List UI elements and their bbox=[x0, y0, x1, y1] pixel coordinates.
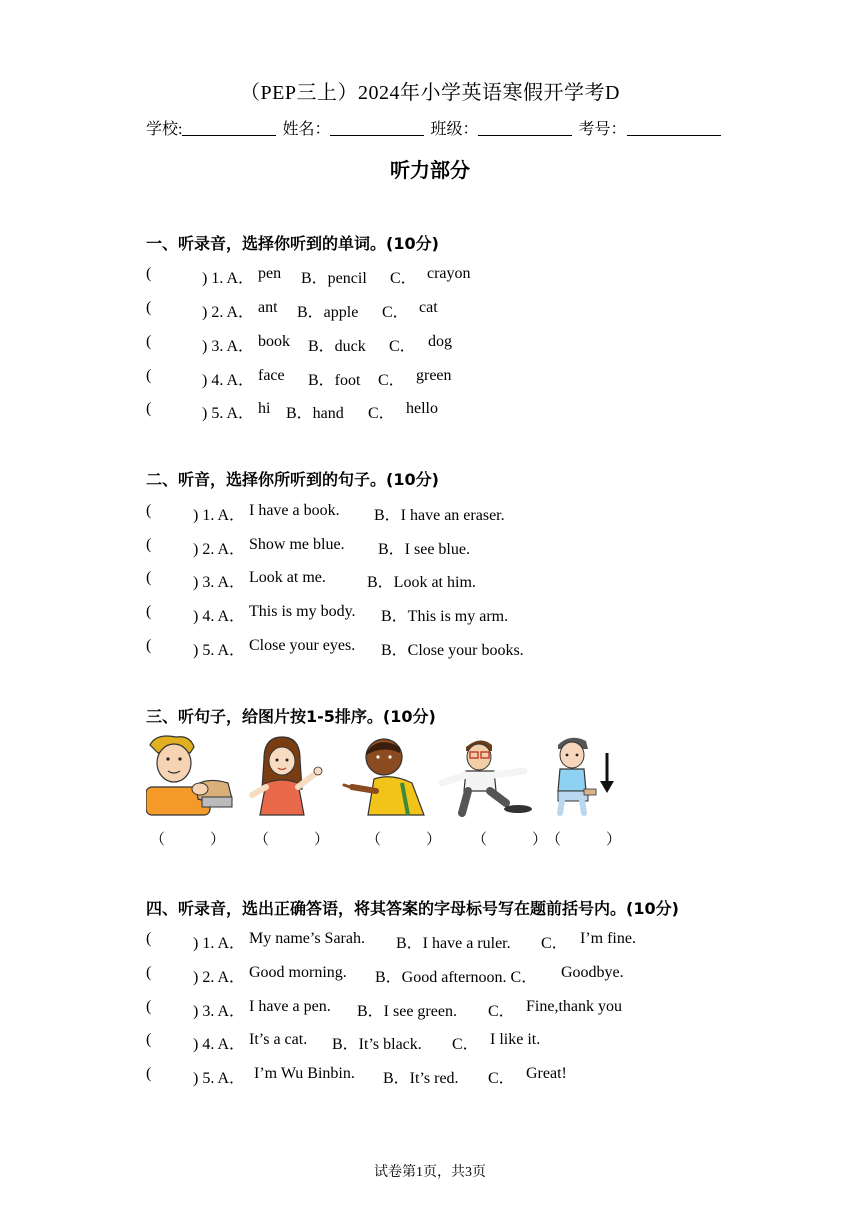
name-label: 姓名： bbox=[282, 121, 331, 138]
picture-order-paren-4[interactable]: （ ） bbox=[472, 832, 548, 848]
picture-strip bbox=[146, 733, 626, 817]
option-b: B．I see green. bbox=[357, 1003, 457, 1020]
question-number: ) 3. A． bbox=[193, 1003, 246, 1020]
option-a: Look at me. bbox=[249, 569, 326, 586]
question-number: ) 3. A． bbox=[193, 574, 246, 591]
option-c: green bbox=[416, 367, 452, 384]
answer-paren[interactable]: ( bbox=[146, 603, 152, 620]
option-b: B．I have an eraser. bbox=[374, 507, 505, 524]
question-number: ) 1. A． bbox=[202, 270, 255, 287]
question-number: ) 5. A． bbox=[193, 1070, 246, 1087]
option-c: Goodbye. bbox=[561, 964, 624, 981]
option-a: Close your eyes. bbox=[249, 637, 356, 654]
option-b: B．It’s black. bbox=[332, 1036, 422, 1053]
class-field[interactable] bbox=[478, 121, 572, 136]
school-label: 学校: bbox=[146, 121, 183, 138]
section-subtitle: 听力部分 bbox=[390, 158, 470, 182]
page-footer: 试卷第1页，共3页 bbox=[374, 1165, 486, 1180]
section2-heading: 二、听音，选择你所听到的句子。(10分) bbox=[146, 470, 439, 489]
answer-paren[interactable]: ( bbox=[146, 536, 152, 553]
option-c: I’m fine. bbox=[580, 930, 636, 947]
option-c: crayon bbox=[427, 265, 471, 282]
option-c-label: C． bbox=[452, 1036, 479, 1053]
option-a: This is my body. bbox=[249, 603, 356, 620]
boy-sitting-down-picture bbox=[558, 738, 614, 813]
school-field[interactable] bbox=[182, 121, 276, 136]
option-b: B．Close your books. bbox=[381, 642, 524, 659]
option-b: B．pencil bbox=[301, 270, 367, 287]
question-number: ) 1. A． bbox=[193, 507, 246, 524]
option-b: B．apple bbox=[297, 304, 359, 321]
question-number: ) 1. A． bbox=[193, 935, 246, 952]
girl-waving-picture bbox=[252, 737, 322, 815]
option-b: B．foot bbox=[308, 372, 361, 389]
picture-order-paren-3[interactable]: （ ） bbox=[366, 832, 442, 848]
answer-paren[interactable]: ( bbox=[146, 299, 152, 316]
option-a: It’s a cat. bbox=[249, 1031, 308, 1048]
option-b: B．hand bbox=[286, 405, 344, 422]
option-b: B．Good afternoon. C． bbox=[375, 969, 538, 986]
option-c-label: C． bbox=[541, 935, 568, 952]
option-a: I’m Wu Binbin. bbox=[254, 1065, 355, 1082]
option-c: Great! bbox=[526, 1065, 567, 1082]
number-label: 考号： bbox=[578, 121, 627, 138]
boy-eating-bread-picture bbox=[146, 736, 232, 815]
option-b: B．duck bbox=[308, 338, 366, 355]
option-a: I have a pen. bbox=[249, 998, 331, 1015]
option-c-label: C． bbox=[488, 1070, 515, 1087]
class-label: 班级： bbox=[430, 121, 479, 138]
option-a: Show me blue. bbox=[249, 536, 345, 553]
option-a: hi bbox=[258, 400, 271, 417]
option-a: pen bbox=[258, 265, 282, 282]
option-b: B．This is my arm. bbox=[381, 608, 509, 625]
question-number: ) 2. A． bbox=[193, 541, 246, 558]
option-c: dog bbox=[428, 333, 452, 350]
question-number: ) 4. A． bbox=[202, 372, 255, 389]
question-number: ) 5. A． bbox=[202, 405, 255, 422]
option-a: book bbox=[258, 333, 290, 350]
option-a: My name’s Sarah. bbox=[249, 930, 365, 947]
question-number: ) 4. A． bbox=[193, 1036, 246, 1053]
option-a: ant bbox=[258, 299, 278, 316]
section1-heading: 一、听录音，选择你听到的单词。(10分) bbox=[146, 234, 439, 253]
answer-paren[interactable]: ( bbox=[146, 998, 152, 1015]
question-number: ) 3. A． bbox=[202, 338, 255, 355]
option-b: B．I see blue. bbox=[378, 541, 470, 558]
option-c-label: C． bbox=[382, 304, 409, 321]
picture-order-paren-1[interactable]: （ ） bbox=[150, 832, 226, 848]
question-number: ) 4. A． bbox=[193, 608, 246, 625]
student-info-line bbox=[146, 116, 723, 139]
option-c: Fine,thank you bbox=[526, 998, 622, 1015]
picture-order-paren-5[interactable]: （ ） bbox=[546, 832, 622, 848]
option-c-label: C． bbox=[368, 405, 395, 422]
picture-order-paren-2[interactable]: （ ） bbox=[254, 832, 330, 848]
option-c: hello bbox=[406, 400, 438, 417]
page-title: （PEP三上）2024年小学英语寒假开学考D bbox=[240, 82, 620, 104]
answer-paren[interactable]: ( bbox=[146, 964, 152, 981]
section4-heading: 四、听录音，选出正确答语，将其答案的字母标号写在题前括号内。(10分) bbox=[146, 899, 679, 918]
answer-paren[interactable]: ( bbox=[146, 367, 152, 384]
question-number: ) 2. A． bbox=[202, 304, 255, 321]
answer-paren[interactable]: ( bbox=[146, 1031, 152, 1048]
answer-paren[interactable]: ( bbox=[146, 265, 152, 282]
answer-paren[interactable]: ( bbox=[146, 502, 152, 519]
option-c-label: C． bbox=[390, 270, 417, 287]
answer-paren[interactable]: ( bbox=[146, 400, 152, 417]
option-a: face bbox=[258, 367, 285, 384]
option-a: Good morning. bbox=[249, 964, 347, 981]
section3-heading: 三、听句子，给图片按1-5排序。(10分) bbox=[146, 707, 436, 726]
boy-pointing-picture bbox=[344, 739, 424, 815]
option-b: B．I have a ruler. bbox=[396, 935, 511, 952]
answer-paren[interactable]: ( bbox=[146, 637, 152, 654]
answer-paren[interactable]: ( bbox=[146, 569, 152, 586]
option-a: I have a book. bbox=[249, 502, 340, 519]
name-field[interactable] bbox=[330, 121, 424, 136]
option-c: I like it. bbox=[490, 1031, 541, 1048]
man-stepping-picture bbox=[442, 740, 532, 813]
option-c-label: C． bbox=[488, 1003, 515, 1020]
question-number: ) 2. A． bbox=[193, 969, 246, 986]
option-b: B．It’s red. bbox=[383, 1070, 459, 1087]
option-b: B．Look at him. bbox=[367, 574, 476, 591]
answer-paren[interactable]: ( bbox=[146, 1065, 152, 1082]
answer-paren[interactable]: ( bbox=[146, 930, 152, 947]
option-c: cat bbox=[419, 299, 438, 316]
number-field[interactable] bbox=[627, 121, 721, 136]
option-c-label: C． bbox=[389, 338, 416, 355]
option-c-label: C． bbox=[378, 372, 405, 389]
answer-paren[interactable]: ( bbox=[146, 333, 152, 350]
question-number: ) 5. A． bbox=[193, 642, 246, 659]
